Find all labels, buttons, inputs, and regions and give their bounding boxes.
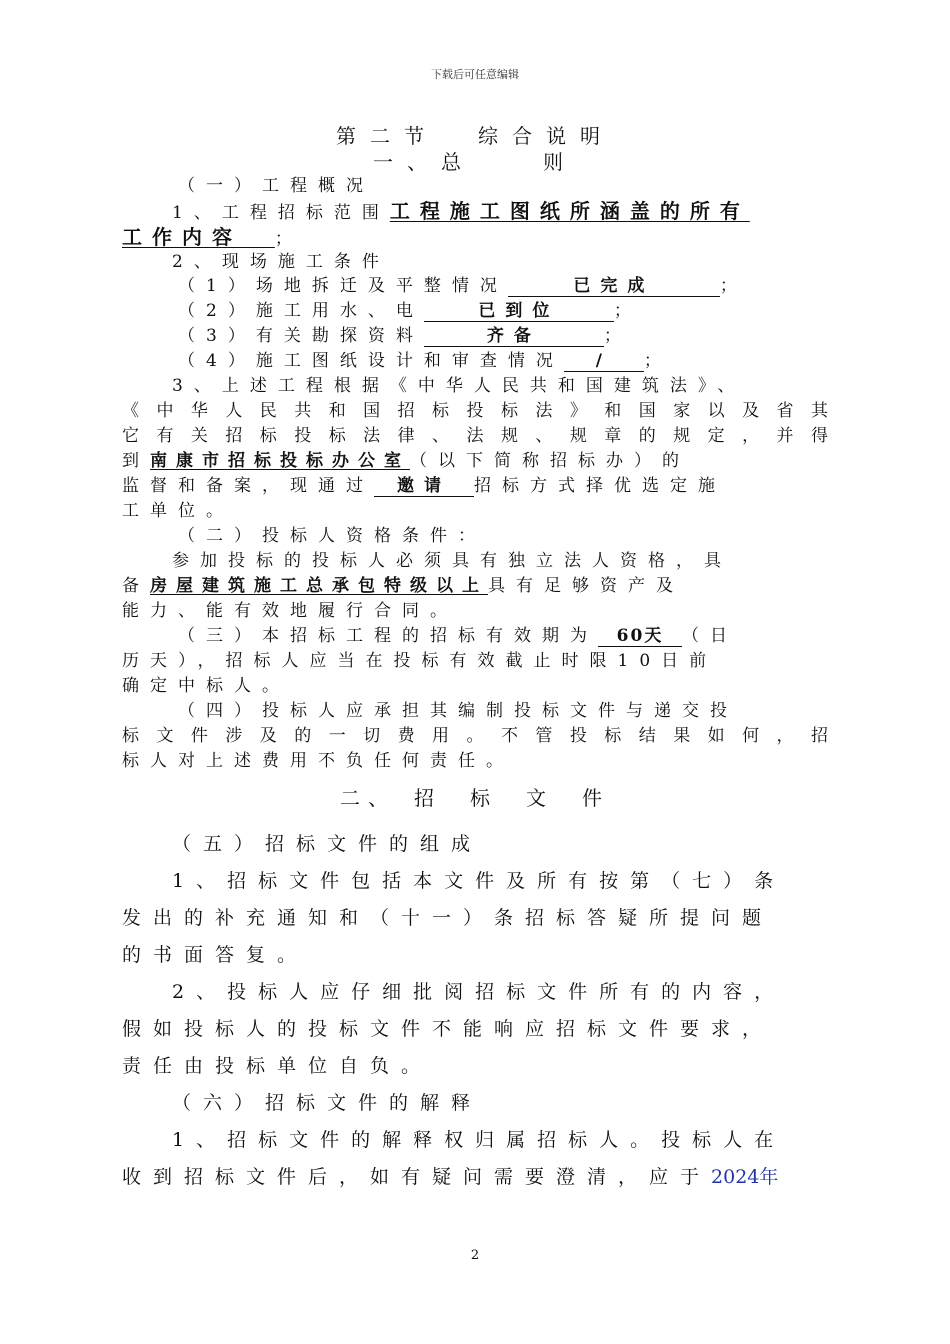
s6-p1-line2 bbox=[122, 1159, 778, 1195]
s5-title: （五）招标文件的组成 bbox=[172, 833, 483, 855]
cond4-label: （4）施工图纸设计和审查情况 bbox=[178, 351, 564, 371]
s3-line1-a: （三）本招标工程的招标有效期为 bbox=[178, 626, 598, 646]
scope-value-part1: 工程施工图纸所涵盖的所有 bbox=[389, 199, 750, 223]
s1-title: （一）工程概况 bbox=[178, 176, 374, 196]
s2-line2-a: 备 bbox=[122, 576, 150, 596]
p3-line4-b: （以下简称招标办）的 bbox=[410, 451, 690, 471]
p3-line1: 3、上述工程根据《中华人民共和国建筑法》、 bbox=[172, 376, 746, 396]
cond3-value: 齐备 bbox=[424, 326, 604, 347]
cond3-end: ； bbox=[603, 326, 632, 346]
cond1-end: ； bbox=[719, 276, 748, 296]
s1-item2: 2、现场施工条件 bbox=[172, 252, 390, 272]
s2-line2-b: 具有足够资产及 bbox=[488, 576, 684, 596]
s6-p1-line1: 1、招标文件的解释权归属招标人。投标人在 bbox=[172, 1129, 786, 1151]
s5-p1-line1: 1、招标文件包括本文件及所有按第（七）条 bbox=[172, 870, 786, 892]
s1-item1-cont bbox=[122, 225, 303, 251]
s4-line1: （四）投标人应承担其编制投标文件与递交投 bbox=[178, 701, 738, 721]
section-title bbox=[0, 122, 950, 150]
s2-line2 bbox=[122, 574, 684, 598]
section-number: 第二节 bbox=[336, 124, 438, 148]
s3-line2: 历天），招标人应当在投标有效截止时限10日前 bbox=[122, 651, 718, 671]
tender-office: 南康市招标投标办公室 bbox=[150, 451, 410, 471]
cond1-label: （1）场地拆迁及平整情况 bbox=[178, 276, 508, 296]
s4-line3: 标人对上述费用不负任何责任。 bbox=[122, 751, 514, 771]
s3-line1 bbox=[178, 624, 738, 648]
cond3-label: （3）有关勘探资料 bbox=[178, 326, 424, 346]
p3-line5-b: 招标方式择优选定施 bbox=[474, 476, 726, 496]
cond2-end: ； bbox=[613, 301, 642, 321]
cond1-row bbox=[178, 274, 748, 298]
s2-line1: 参加投标的投标人必须具有独立法人资格，具 bbox=[172, 551, 732, 571]
heading-tender-documents: 二、 招 标 文 件 bbox=[340, 786, 610, 810]
cond1-value: 已完成 bbox=[508, 276, 720, 297]
s3-line1-b: （日 bbox=[682, 626, 738, 646]
s5-p1-line3: 的书面答复。 bbox=[122, 944, 309, 966]
cond4-end: ； bbox=[643, 351, 672, 371]
qualification: 房屋建筑施工总承包特级以上 bbox=[150, 576, 488, 596]
cond2-value: 已到位 bbox=[424, 301, 614, 322]
p3-line6: 工单位。 bbox=[122, 501, 234, 521]
p3-line2: 《中华人民共和国招标投标法》和国家以及省其 bbox=[122, 401, 828, 421]
s2-line3: 能力、能有效地履行合同。 bbox=[122, 601, 458, 621]
s1-item1-label: 1、工程招标范围 bbox=[172, 203, 390, 223]
heading-general: 一、总 则 bbox=[373, 150, 577, 174]
cond4-value: / bbox=[564, 351, 644, 372]
section-name: 综合说明 bbox=[478, 124, 614, 148]
p3-line4 bbox=[122, 449, 690, 473]
s5-p1-line2: 发出的补充通知和（十一）条招标答疑所提问题 bbox=[122, 907, 774, 929]
year-link: 2024年 bbox=[711, 1166, 779, 1188]
p3-line3: 它有关招标投标法律、法规、规章的规定，并得 bbox=[122, 426, 828, 446]
s2-title: （二）投标人资格条件： bbox=[178, 526, 486, 546]
s6-title: （六）招标文件的解释 bbox=[172, 1092, 483, 1114]
tender-method: 邀请 bbox=[374, 476, 474, 497]
p3-line5 bbox=[122, 474, 726, 498]
s6-p1-line2-a: 收到招标文件后，如有疑问需要澄清，应于 bbox=[122, 1166, 712, 1188]
s5-p2-line2: 假如投标人的投标文件不能响应招标文件要求， bbox=[122, 1018, 774, 1040]
s4-line2: 标文件涉及的一切费用。不管投标结果如何，招 bbox=[122, 726, 828, 746]
validity-period: 60天 bbox=[598, 626, 682, 647]
cond3-row bbox=[178, 324, 632, 348]
page-header: 下载后可任意编辑 bbox=[431, 68, 519, 81]
s3-line3: 确定中标人。 bbox=[122, 676, 290, 696]
scope-value-part2: 工作内容 bbox=[122, 225, 242, 249]
s1-item1 bbox=[172, 199, 750, 225]
page-number: 2 bbox=[470, 1248, 480, 1263]
p3-line5-a: 监督和备案，现通过 bbox=[122, 476, 374, 496]
p3-line4-a: 到 bbox=[122, 451, 150, 471]
s5-p2-line1: 2、投标人应仔细批阅招标文件所有的内容， bbox=[172, 981, 786, 1003]
s1-item1-end: ； bbox=[274, 229, 303, 249]
cond2-label: （2）施工用水、电 bbox=[178, 301, 424, 321]
cond4-row bbox=[178, 349, 672, 373]
cond2-row bbox=[178, 299, 642, 323]
s5-p2-line3: 责任由投标单位自负。 bbox=[122, 1055, 433, 1077]
